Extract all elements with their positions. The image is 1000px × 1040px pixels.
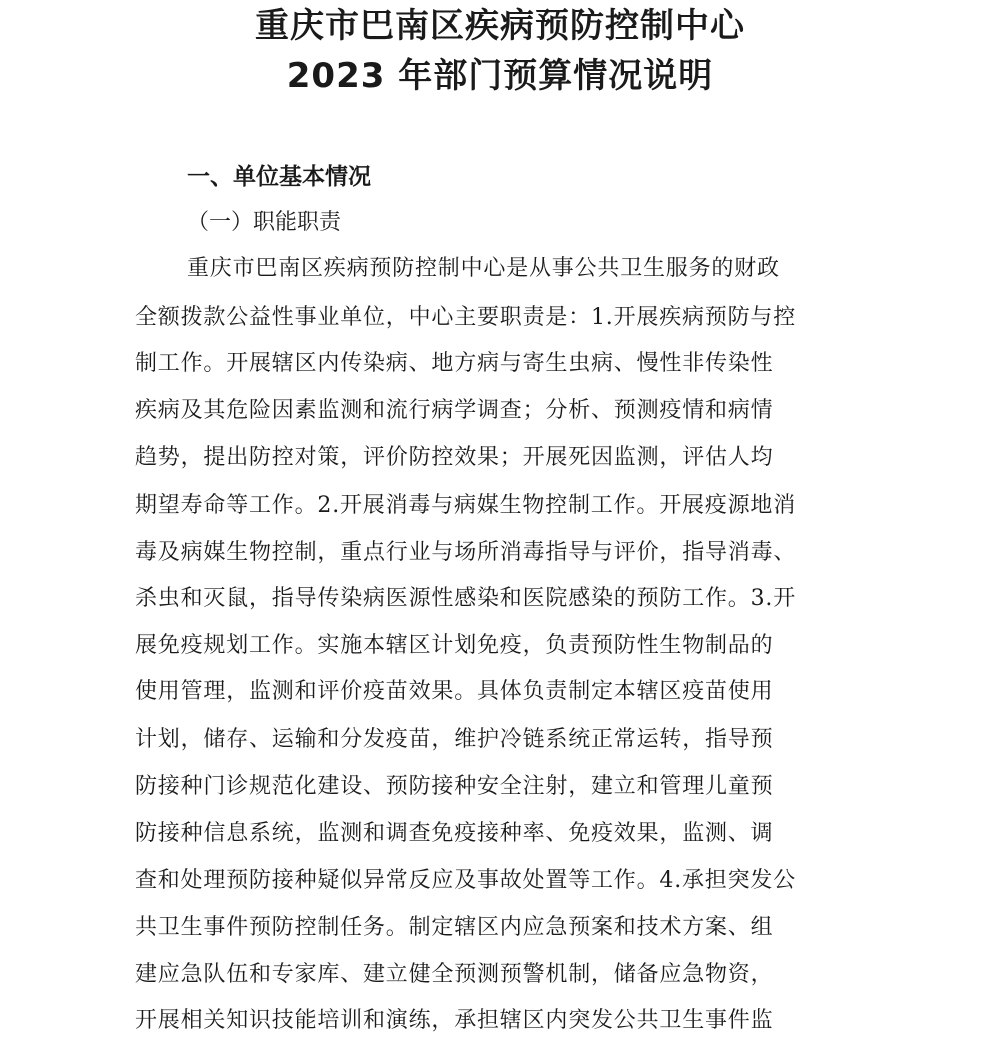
body-line: 防接种信息系统，监测和调查免疫接种率、免疫效果，监测、调 <box>135 821 774 846</box>
body-line: 使用管理，监测和评价疫苗效果。具体负责制定本辖区疫苗使用 <box>135 679 774 704</box>
body-line: 疾病及其危险因素监测和流行病学调查；分析、预测疫情和病情 <box>135 398 774 423</box>
body-line: 计划，储存、运输和分发疫苗，维护冷链系统正常运转，指导预 <box>135 727 774 752</box>
body-line: 重庆市巴南区疾病预防控制中心是从事公共卫生服务的财政 <box>187 256 780 281</box>
body-line: 展免疫规划工作。实施本辖区计划免疫，负责预防性生物制品的 <box>135 633 774 658</box>
subsection-heading: （一）职能职责 <box>187 210 342 235</box>
document-title-line-2: 2023 年部门预算情况说明 <box>286 56 714 96</box>
body-line: 毒及病媒生物控制，重点行业与场所消毒指导与评价，指导消毒、 <box>135 540 797 565</box>
body-line: 开展相关知识技能培训和演练，承担辖区内突发公共卫生事件监 <box>135 1008 774 1033</box>
body-line: 趋势，提出防控对策，评价防控效果；开展死因监测，评估人均 <box>135 445 774 470</box>
body-line: 共卫生事件预防控制任务。制定辖区内应急预案和技术方案、组 <box>135 915 774 940</box>
body-line: 防接种门诊规范化建设、预防接种安全注射，建立和管理儿童预 <box>135 774 774 799</box>
section-heading: 一、单位基本情况 <box>187 164 371 190</box>
body-line: 期望寿命等工作。2.开展消毒与病媒生物控制工作。开展疫源地消 <box>135 493 796 518</box>
body-line: 杀虫和灭鼠，指导传染病医源性感染和医院感染的预防工作。3.开 <box>135 586 796 611</box>
body-line: 建应急队伍和专家库、建立健全预测预警机制，储备应急物资， <box>135 962 774 987</box>
document-title-line-1: 重庆市巴南区疾病预防控制中心 <box>255 6 745 46</box>
body-line: 查和处理预防接种疑似异常反应及事故处置等工作。4.承担突发公 <box>135 868 796 893</box>
body-line: 全额拨款公益性事业单位，中心主要职责是：1.开展疾病预防与控 <box>135 305 796 330</box>
body-line: 制工作。开展辖区内传染病、地方病与寄生虫病、慢性非传染性 <box>135 351 774 376</box>
